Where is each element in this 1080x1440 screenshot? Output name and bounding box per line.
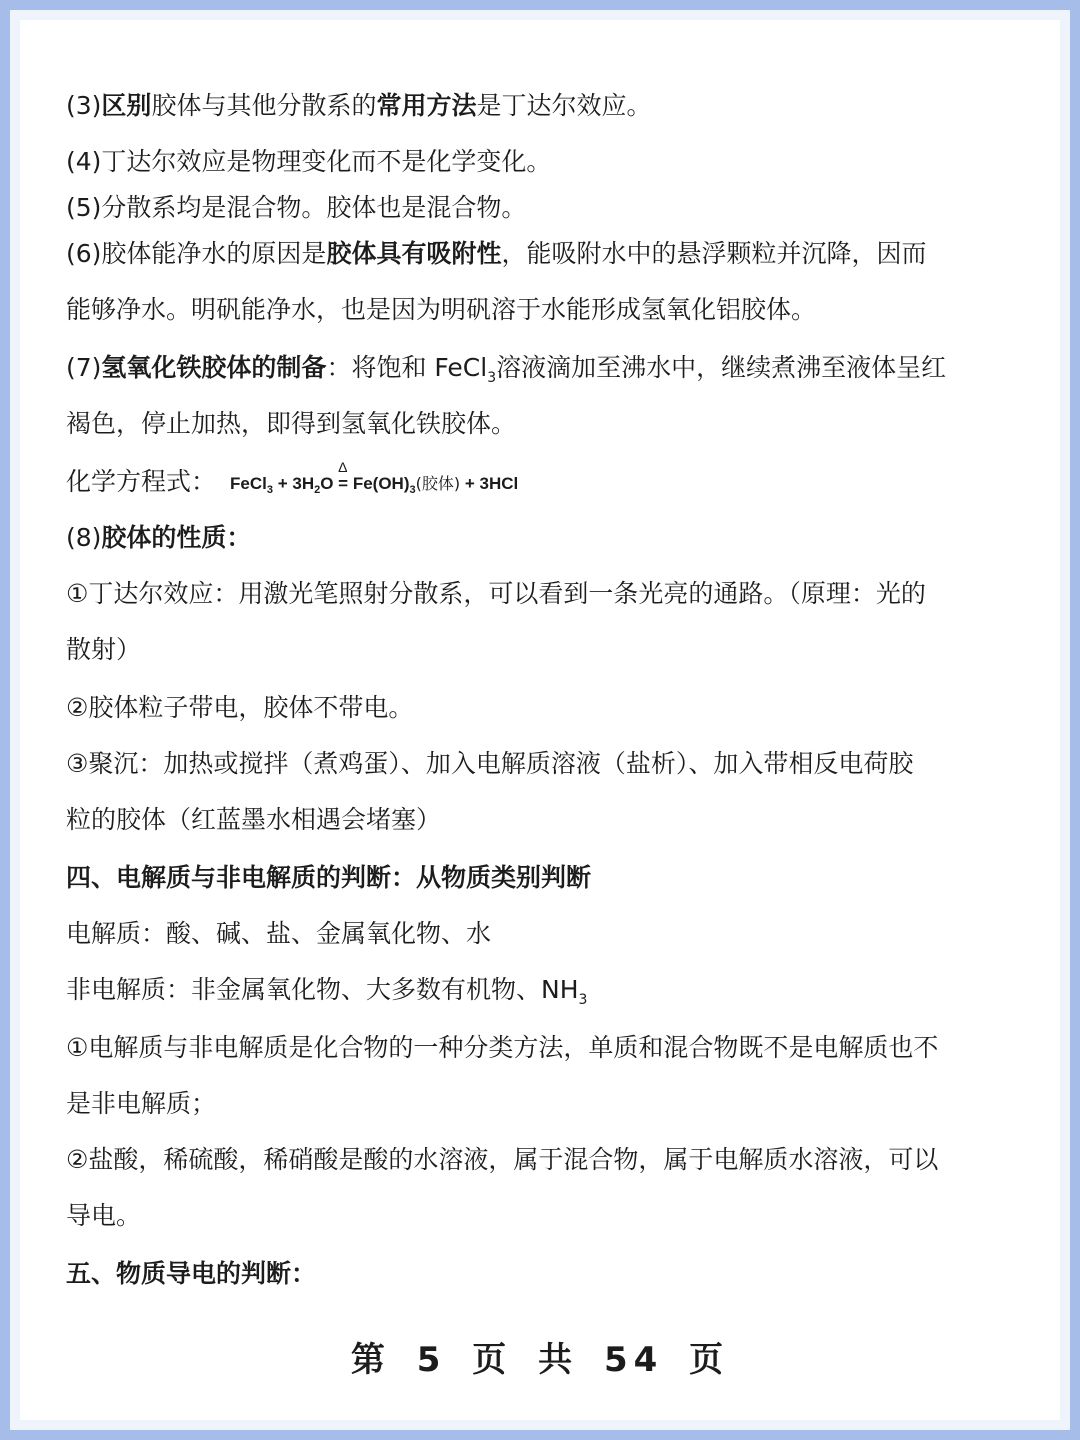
- footer-word: 页: [472, 1340, 513, 1380]
- total-page-count: 54: [603, 1340, 664, 1380]
- eq-part: + 3H: [272, 474, 315, 493]
- eq-part: FeCl: [230, 474, 267, 493]
- eq-part: O: [320, 474, 339, 493]
- item-text: 丁达尔效应是物理变化而不是化学变化。: [101, 147, 552, 176]
- equals-with-heat: [338, 459, 349, 498]
- item-text: 胶体与其他分散系的: [151, 91, 377, 120]
- item-text: ：将饱和 FeCl: [326, 353, 488, 382]
- subscript: 3: [578, 992, 588, 1008]
- eq-part: Fe(OH): [348, 474, 410, 493]
- item-7-continued: 褐色，停止加热，即得到氢氧化铁胶体。: [66, 409, 517, 438]
- property-1: ①丁达尔效应：用激光笔照射分散系，可以看到一条光亮的通路。（原理：光的: [66, 579, 926, 608]
- note-2: ②盐酸，稀硫酸，稀硝酸是酸的水溶液，属于混合物，属于电解质水溶液，可以: [66, 1145, 939, 1174]
- property-1-continued: 散射）: [66, 635, 142, 664]
- item-5: [66, 194, 526, 222]
- item-number: (3): [66, 91, 102, 120]
- item-7: [66, 353, 947, 386]
- chemical-equation-line: [66, 459, 519, 498]
- bold-term: 区别: [101, 91, 152, 120]
- item-text: ，能吸附水中的悬浮颗粒并沉降，因而: [501, 239, 927, 268]
- item-number: (7): [66, 353, 102, 382]
- delta-heat-symbol: Δ: [338, 459, 348, 475]
- item-text: 是丁达尔效应。: [476, 91, 652, 120]
- equation-label: 化学方程式：: [66, 467, 217, 496]
- eq-part: (胶体): [415, 474, 461, 493]
- bold-term: 胶体的性质：: [101, 523, 252, 552]
- property-2: ②胶体粒子带电，胶体不带电。: [66, 693, 414, 722]
- item-number: (6): [66, 239, 102, 268]
- item-number: (5): [66, 193, 102, 222]
- page-frame-inner: [10, 10, 1070, 1430]
- item-text: 溶液滴加至沸水中，继续煮沸至液体呈红: [496, 353, 947, 382]
- property-3: ③聚沉：加热或搅拌（煮鸡蛋）、加入电解质溶液（盐析）、加入带相反电荷胶: [66, 749, 914, 778]
- electrolyte-definition: 电解质：酸、碱、盐、金属氧化物、水: [66, 919, 492, 948]
- footer-word: 共: [538, 1340, 579, 1380]
- item-6: [66, 240, 926, 268]
- footer-word: 页: [689, 1340, 730, 1380]
- item-8: [66, 524, 251, 552]
- item-6-continued: 能够净水。明矾能净水，也是因为明矾溶于水能形成氢氧化铝胶体。: [66, 295, 817, 324]
- item-text: 胶体能净水的原因是: [101, 239, 327, 268]
- item-number: (8): [66, 523, 102, 552]
- page-sheet: [20, 20, 1060, 1420]
- subscript: 3: [487, 370, 497, 386]
- note-1-continued: 是非电解质；: [66, 1089, 217, 1118]
- bold-term: 氢氧化铁胶体的制备: [101, 353, 327, 382]
- section-heading-5: 五、物质导电的判断：: [66, 1259, 317, 1288]
- footer-word: 第: [350, 1340, 391, 1380]
- non-electrolyte-definition: [66, 975, 588, 1008]
- item-number: (4): [66, 147, 102, 176]
- property-3-continued: 粒的胶体（红蓝墨水相遇会堵塞）: [66, 805, 442, 834]
- current-page-number: 5: [416, 1340, 447, 1380]
- subscript: 3: [409, 484, 416, 496]
- bold-term: 胶体具有吸附性: [326, 239, 502, 268]
- section-heading-4: 四、电解质与非电解质的判断：从物质类别判断: [66, 863, 592, 892]
- page-footer: [20, 1332, 1060, 1381]
- item-4: [66, 148, 551, 176]
- item-3: [66, 92, 651, 120]
- eq-part: + 3HCl: [460, 474, 519, 493]
- bold-term: 常用方法: [376, 91, 477, 120]
- note-1: ①电解质与非电解质是化合物的一种分类方法，单质和混合物既不是电解质也不: [66, 1033, 939, 1062]
- equals-sign: =: [338, 474, 349, 493]
- subscript: 2: [314, 484, 321, 496]
- subscript: 3: [266, 484, 273, 496]
- item-text: 分散系均是混合物。胶体也是混合物。: [101, 193, 527, 222]
- note-2-continued: 导电。: [66, 1201, 142, 1230]
- item-text: 非电解质：非金属氧化物、大多数有机物、NH: [66, 975, 579, 1004]
- chemical-equation: [230, 459, 519, 498]
